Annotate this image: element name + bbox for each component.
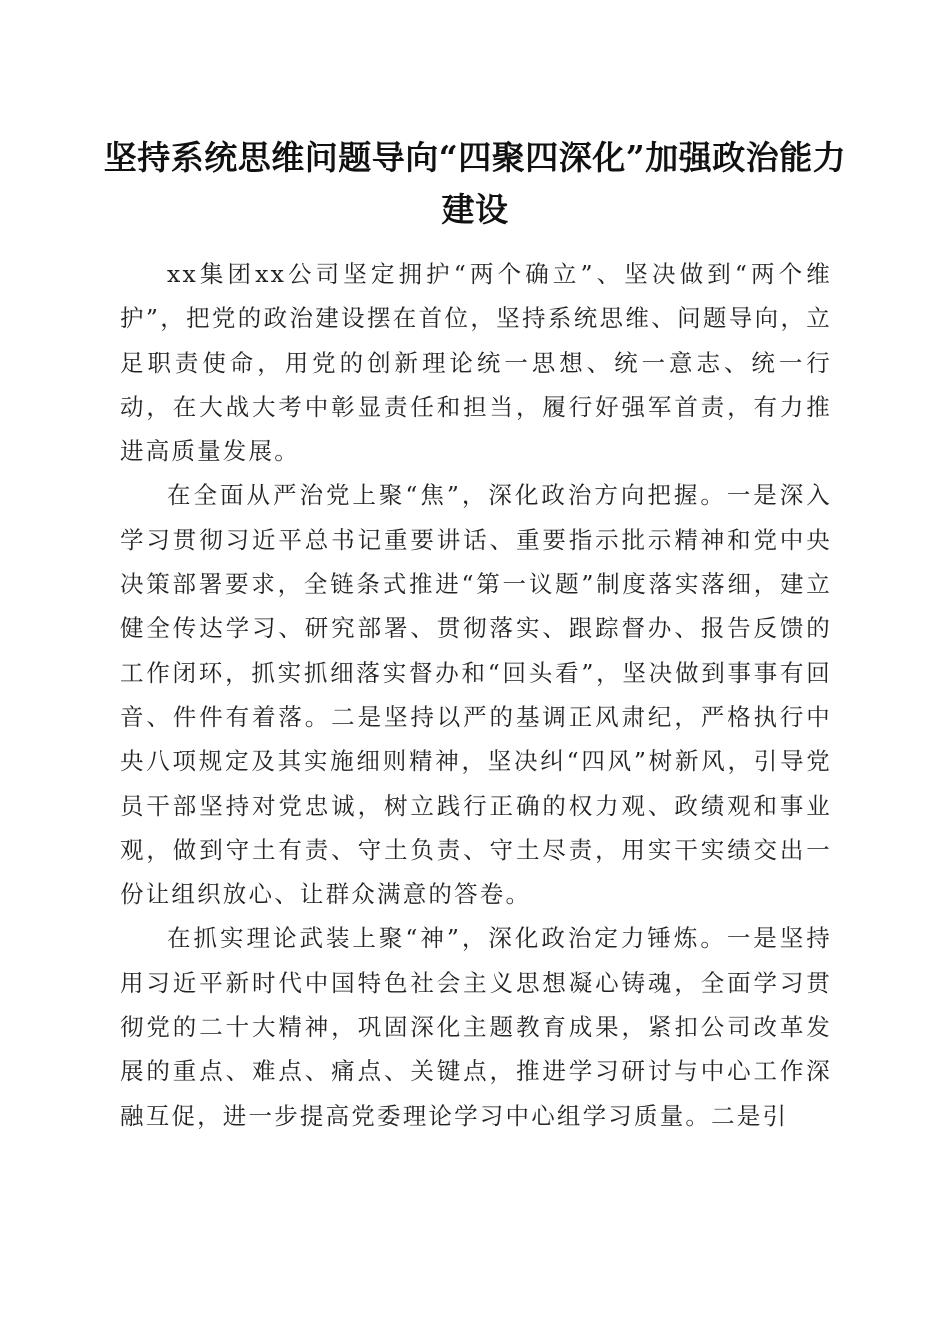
document-body [120,252,832,1138]
paragraph-focus: 在全面从严治党上聚“焦”，深化政治方向把握。一是深入学习贯彻习近平总书记重要讲话、重要指示批示精神和党中央决策部署要求，全链条式推进“第一议题”制度落实落细，建立健全传达学习、研究部署、贯彻落实、跟踪督办、报告反馈的工作闭环，抓实抓细落实督办和“回头看”，坚决做到事事有回音、件件有着落。二是坚持以严的基调正风肃纪，严格执行中央八项规定及其实施细则精神，坚决纠“四风”树新风，引导党员干部坚持对党忠诚，树立践行正确的权力观、政绩观和事业观，做到守土有责、守土负责、守土尽责，用实干实绩交出一份让组织放心、让群众满意的答卷。 [120,481,832,909]
paragraph-theory: 在抓实理论武装上聚“神”，深化政治定力锤炼。一是坚持用习近平新时代中国特色社会主义思想凝心铸魂，全面学习贯彻党的二十大精神，巩固深化主题教育成果，紧扣公司改革发展的重点、难点、痛点、关键点，推进学习研讨与中心工作深融互促，进一步提高党委理论学习中心组学习质量。二是引 [120,924,832,1130]
document-title: 坚持系统思维问题导向“四聚四深化”加强政治能力建设 [103,138,847,229]
paragraph-intro: xx集团xx公司坚定拥护“两个确立”、坚决做到“两个维护”，把党的政治建设摆在首位，坚持系统思维、问题导向，立足职责使命，用党的创新理论统一思想、统一意志、统一行动，在大战大考中彰显责任和担当，履行好强军首责，有力推进高质量发展。 [120,260,832,466]
